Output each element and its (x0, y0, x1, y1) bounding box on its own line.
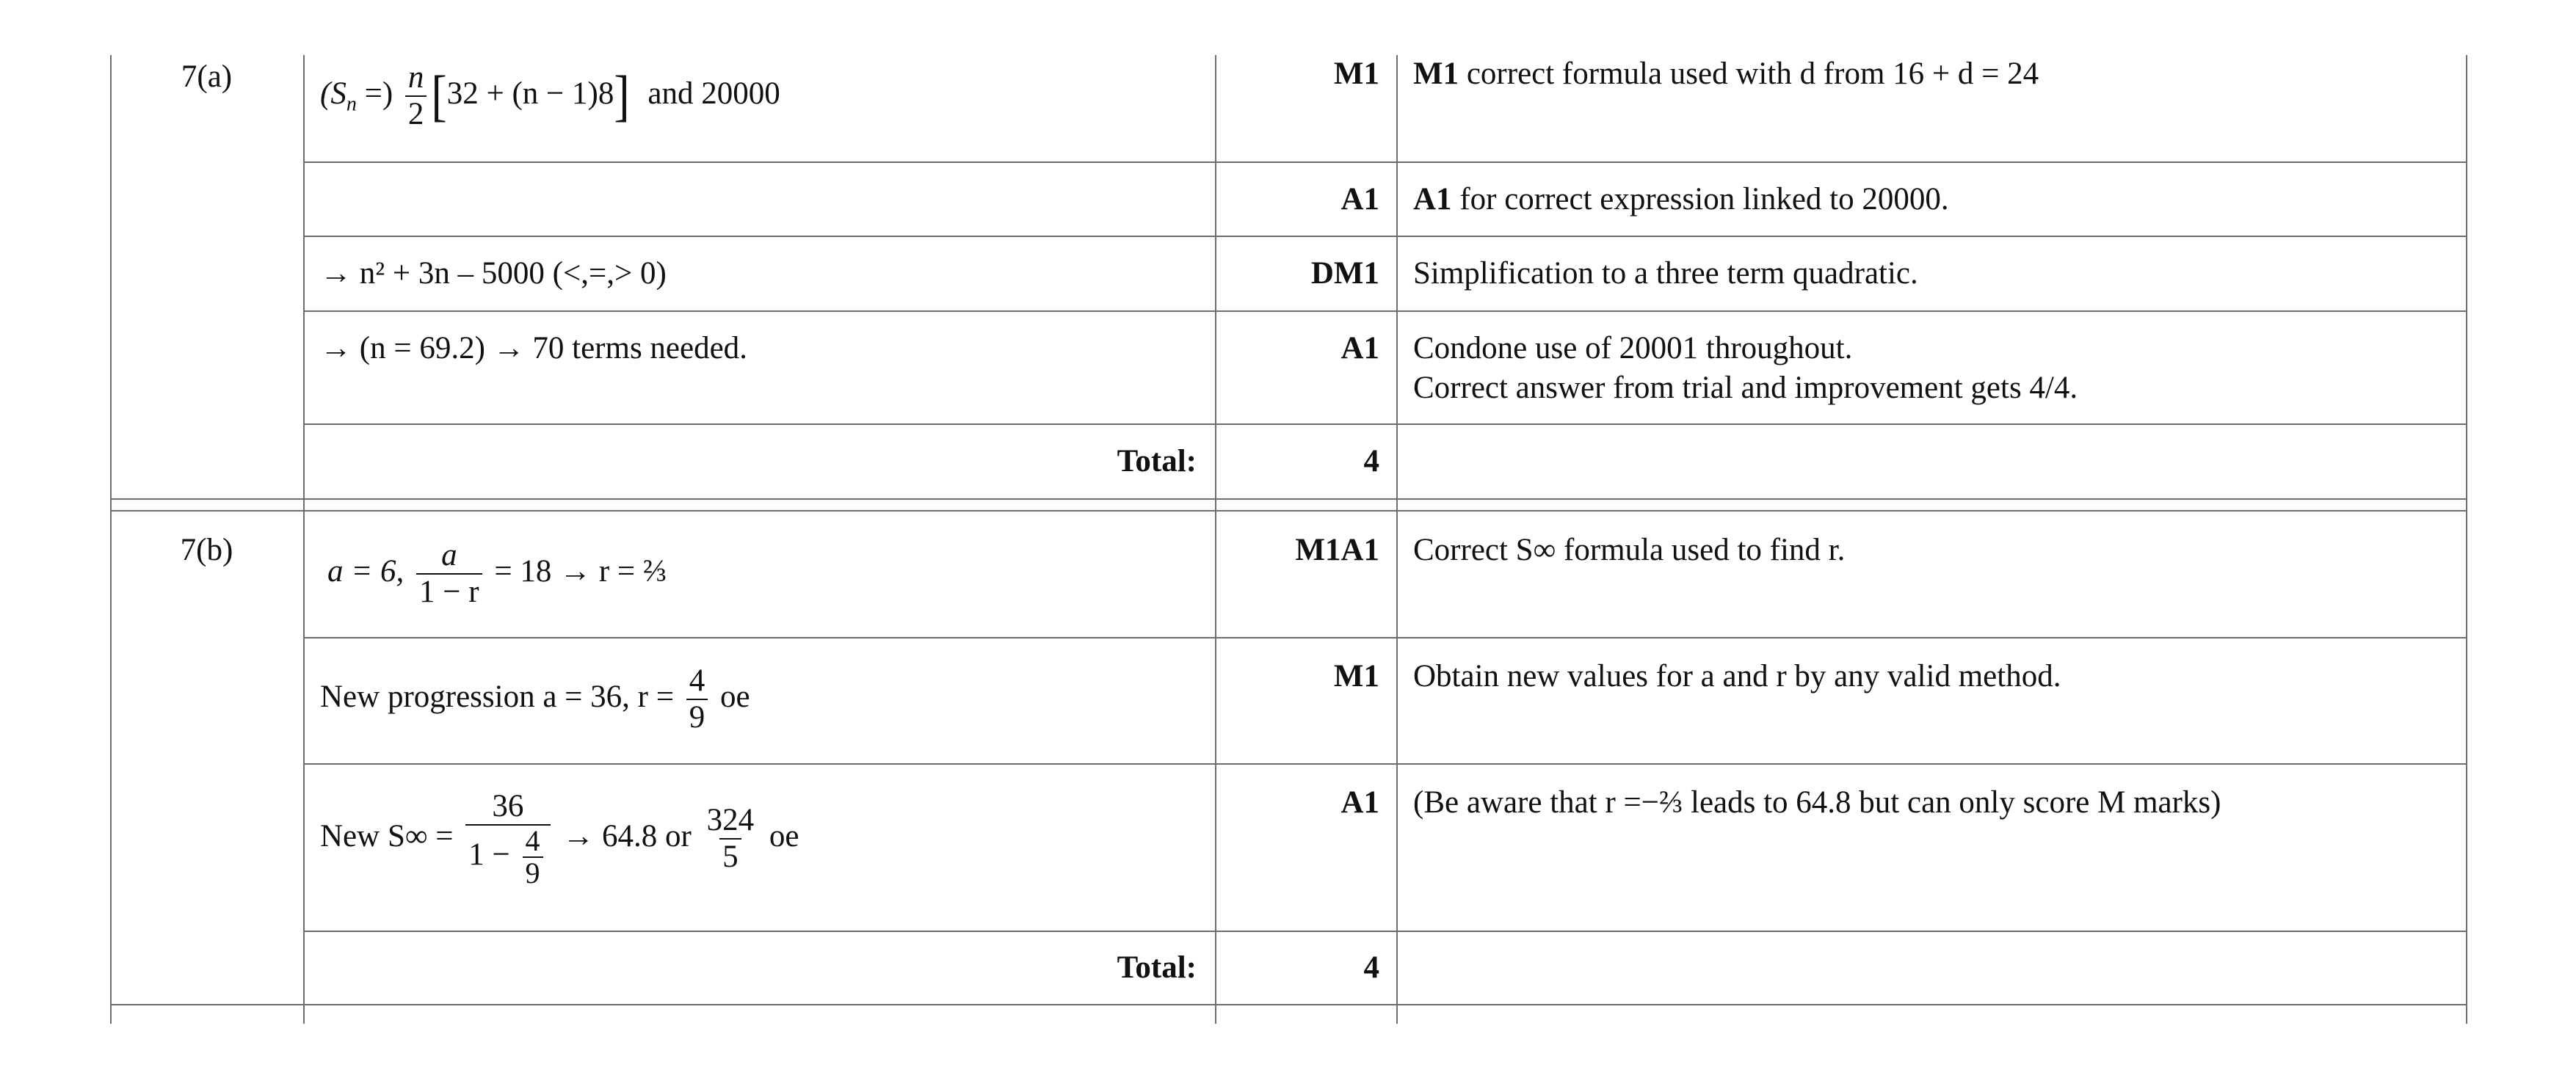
answer-expression: 32 + (n − 1)8 (446, 76, 614, 111)
answer-cell: → n² + 3n – 5000 (<,=,> 0) (320, 256, 667, 291)
answer-text: oe (720, 679, 750, 714)
fraction-numerator: 36 (492, 789, 524, 823)
answer-cell (320, 663, 750, 735)
guidance-cell (1413, 180, 1949, 219)
fraction-denominator (465, 824, 550, 889)
fraction (704, 803, 758, 875)
answer-text: (S (320, 76, 347, 111)
answer-cell (320, 60, 780, 132)
fraction-denominator: 5 (719, 838, 741, 875)
table-border-right (2466, 55, 2467, 1024)
guidance-cell: Obtain new values for a and r by any valid method. (1413, 659, 2061, 694)
answer-text: New S∞ = (320, 818, 454, 853)
row-divider (303, 931, 2467, 932)
nested-fraction (523, 826, 543, 889)
answer-subscript: n (346, 92, 357, 116)
guidance-mark: M1 (1413, 57, 1459, 91)
fraction-denominator: 9 (686, 699, 708, 735)
mark-cell: A1 (1340, 785, 1379, 820)
table-divider-answer (303, 55, 305, 1024)
mark-cell: DM1 (1310, 256, 1379, 291)
fraction-numerator: 4 (689, 663, 705, 698)
answer-text: = 18 → r = ⅔ (494, 553, 667, 589)
question-label: 7(a) (181, 59, 233, 94)
guidance-mark: A1 (1413, 182, 1452, 216)
answer-cell (327, 538, 667, 610)
mark-cell: A1 (1340, 182, 1379, 216)
guidance-text: correct formula used with d from 16 + d = 24 (1466, 57, 2039, 91)
answer-text: oe (769, 818, 799, 853)
total-value: 4 (1363, 444, 1379, 478)
guidance-cell: Correct S∞ formula used to find r. (1413, 533, 1846, 567)
answer-text: a = 6, (327, 553, 404, 589)
fraction-denominator: 2 (405, 95, 427, 132)
total-label: Total: (1117, 444, 1197, 478)
row-divider (303, 423, 2467, 425)
denominator-text: 1 − (468, 837, 510, 872)
fraction-numerator: a (441, 538, 457, 572)
fraction-numerator: 324 (706, 803, 755, 837)
row-divider (303, 763, 2467, 765)
row-divider (303, 161, 2467, 163)
row-divider (303, 637, 2467, 638)
mark-cell: A1 (1340, 331, 1379, 365)
fraction-denominator: 9 (523, 856, 543, 889)
mark-cell: M1A1 (1295, 533, 1379, 567)
bracket-close: ] (614, 64, 630, 127)
mark-cell: M1 (1333, 57, 1379, 91)
row-divider (303, 310, 2467, 312)
fraction (416, 538, 482, 610)
guidance-cell: (Be aware that r =−⅔ leads to 64.8 but can only score M marks) (1413, 785, 2221, 820)
total-value: 4 (1363, 950, 1379, 985)
guidance-cell: Simplification to a three term quadratic. (1413, 256, 1918, 291)
fraction (686, 663, 708, 735)
question-label: 7(b) (180, 533, 233, 567)
fraction (465, 789, 550, 889)
guidance-cell (1413, 54, 2039, 94)
mark-cell: M1 (1333, 659, 1379, 694)
fraction-numerator: 4 (525, 824, 540, 857)
section-divider (110, 510, 2467, 512)
answer-text: and 20000 (647, 76, 780, 111)
guidance-line: Correct answer from trial and improvement gets 4/4. (1413, 371, 2078, 405)
answer-text: =) (356, 76, 393, 111)
row-divider (303, 236, 2467, 237)
answer-cell: → (n = 69.2) → 70 terms needed. (320, 331, 747, 365)
answer-text: New progression a = 36, r = (320, 679, 674, 714)
bracket-open: [ (431, 64, 447, 127)
table-divider-guidance (1396, 55, 1398, 1024)
section-divider (110, 498, 2467, 500)
guidance-line: Condone use of 20001 throughout. (1413, 331, 1853, 365)
guidance-text: for correct expression linked to 20000. (1459, 182, 1949, 216)
fraction (405, 60, 427, 132)
total-label: Total: (1117, 950, 1197, 985)
answer-text: → 64.8 or (562, 818, 692, 853)
fraction-denominator: 1 − r (416, 573, 482, 610)
fraction-numerator: n (407, 60, 424, 95)
table-bottom-border (110, 1004, 2467, 1005)
guidance-cell (1413, 329, 2078, 408)
answer-cell (320, 789, 799, 889)
